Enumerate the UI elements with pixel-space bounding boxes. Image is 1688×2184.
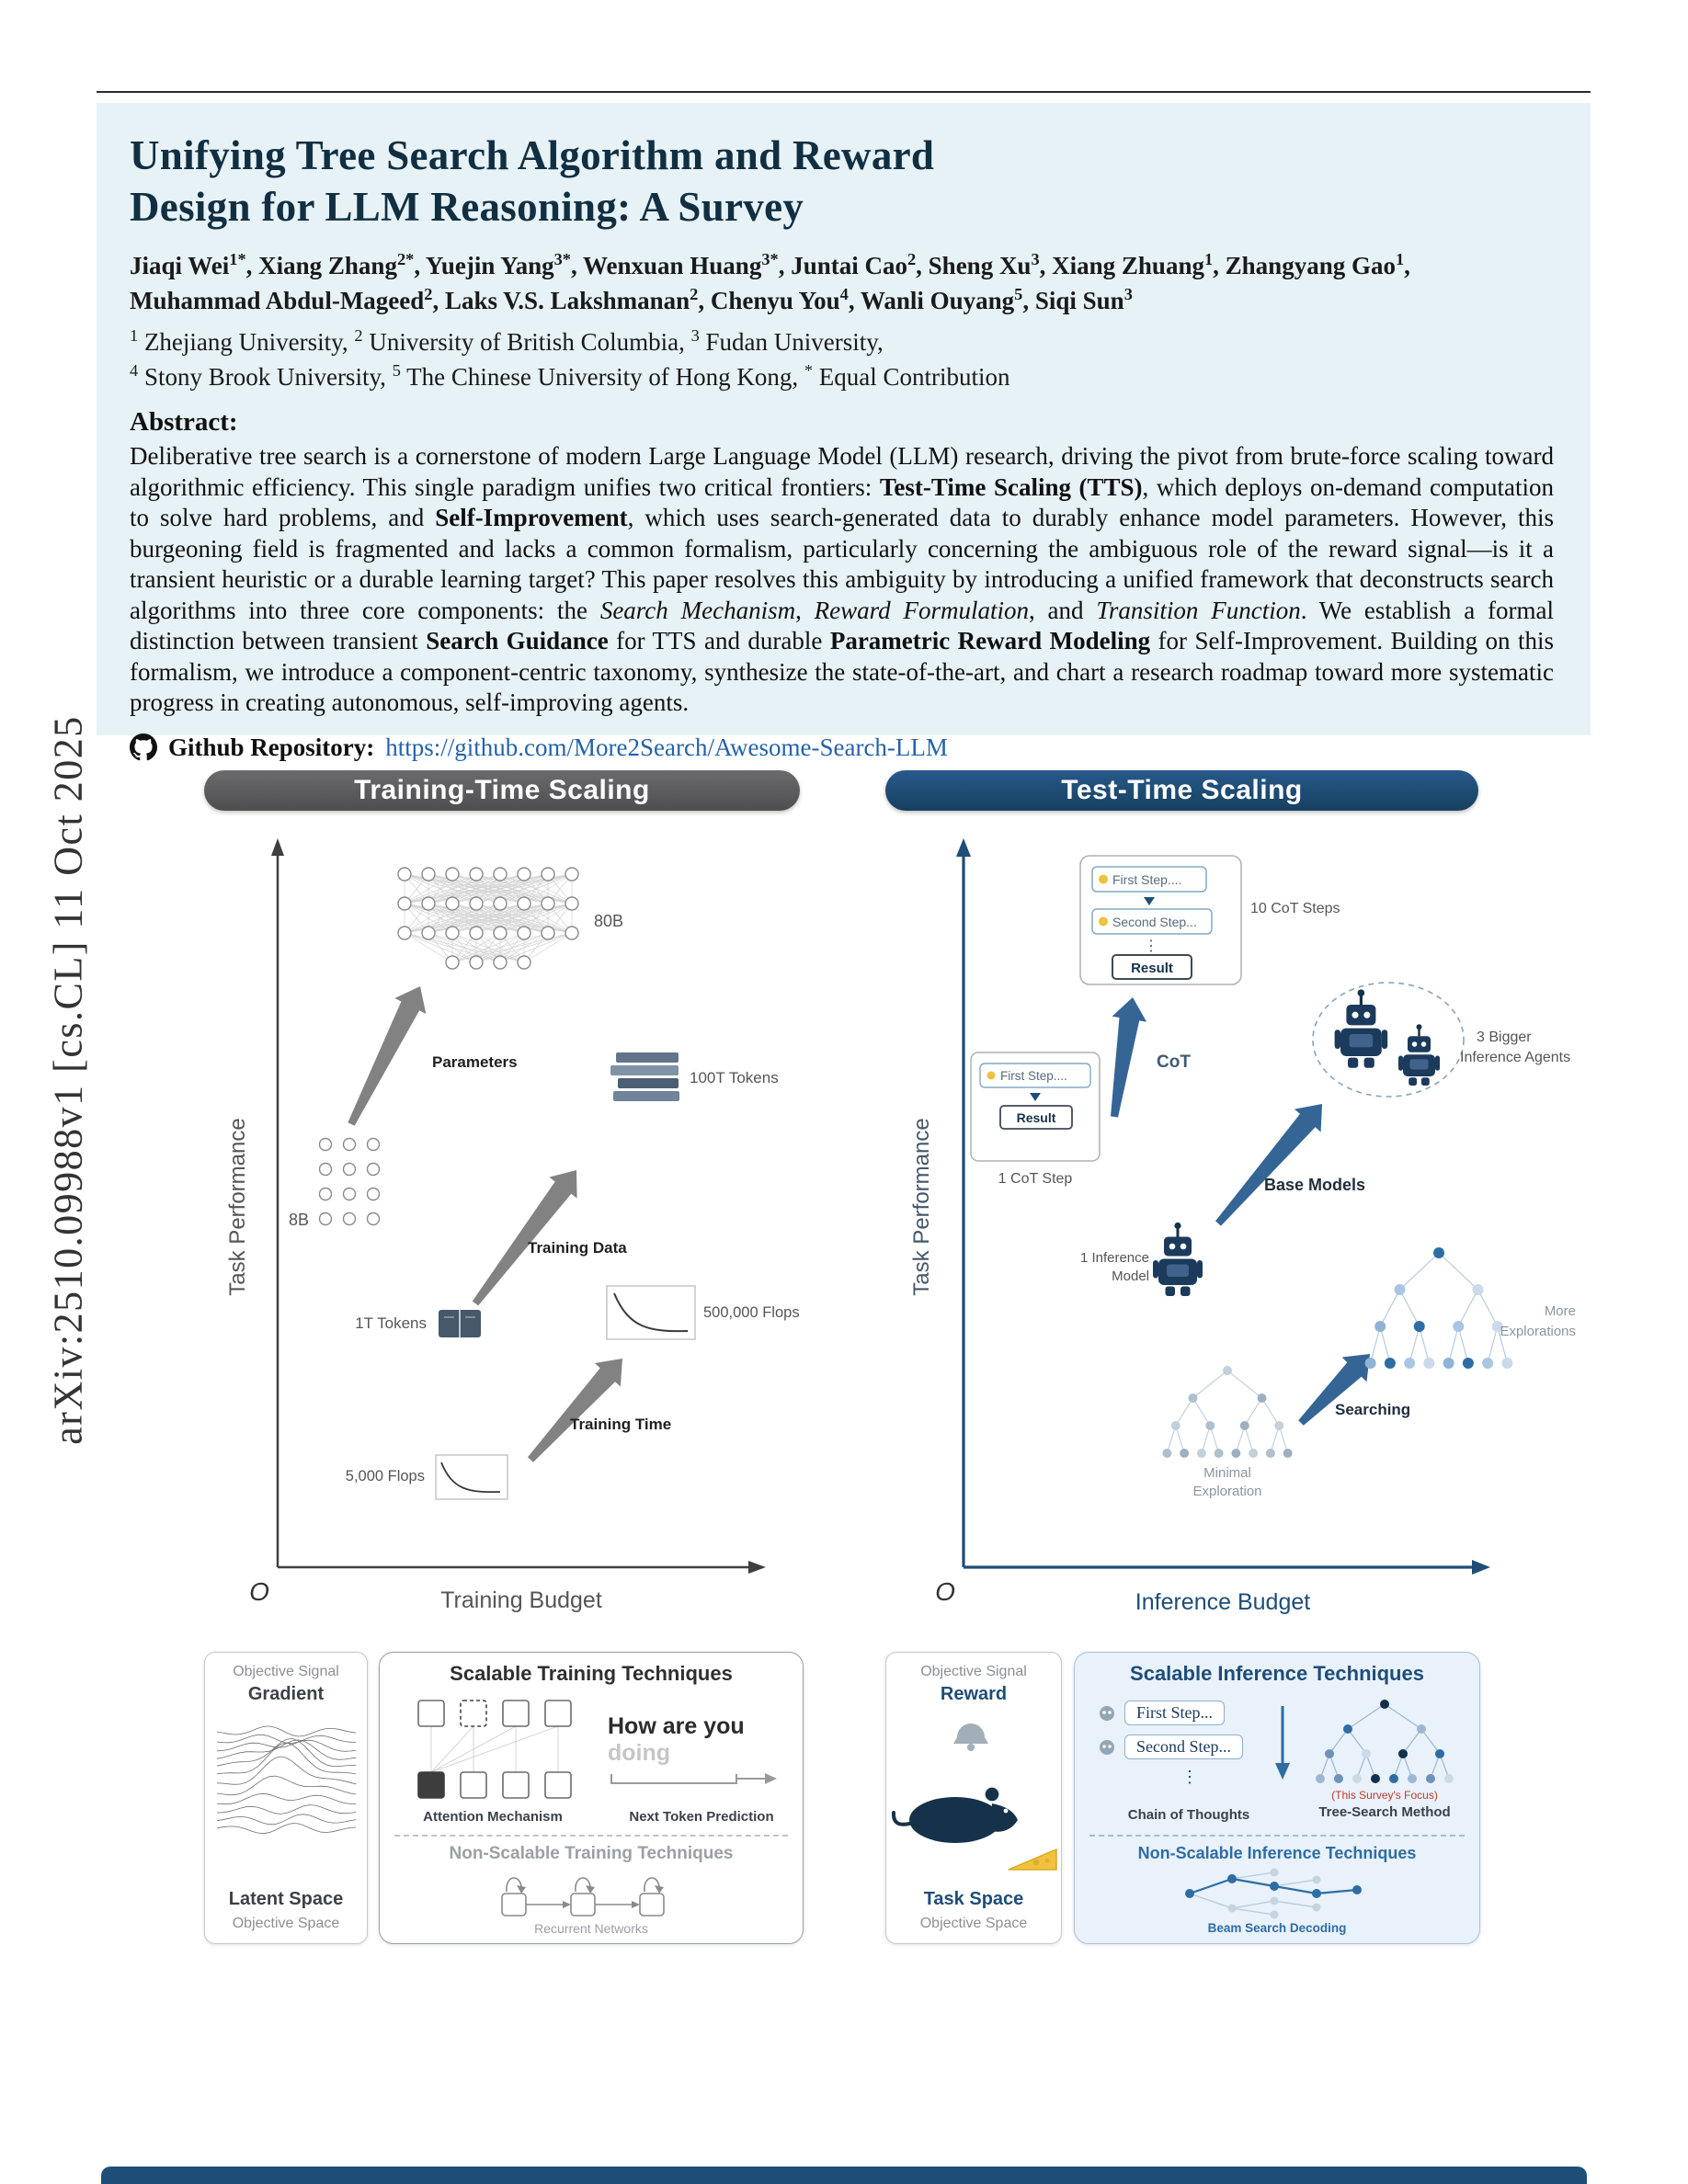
cot-step-2: Second Step...: [1124, 1735, 1243, 1759]
training-x-label: Training Budget: [440, 1587, 602, 1613]
survey-focus-note: (This Survey's Focus): [1331, 1789, 1438, 1802]
recurrent-diagram: [477, 1868, 707, 1919]
cot-down-arrow-icon: [1272, 1704, 1294, 1783]
bulb-icon: [987, 1072, 996, 1080]
label-searching: Searching: [1335, 1401, 1411, 1418]
label-training-data: Training Data: [528, 1239, 627, 1257]
label-base-models: Base Models: [1264, 1176, 1366, 1194]
label-8b: 8B: [288, 1211, 309, 1229]
author: Siqi Sun$^3$: [1034, 284, 1133, 314]
author: Wenxuan Huang$^{3*}$: [583, 249, 779, 279]
training-time-arrow: [528, 1359, 622, 1462]
ntp-dark-words: How are you: [608, 1713, 745, 1739]
book-1t-icon: [439, 1310, 481, 1337]
training-nonscalable-title: Non-Scalable Training Techniques: [449, 1844, 734, 1863]
inference-techniques-box: [1074, 1652, 1480, 1944]
one-result-label: Result: [1016, 1110, 1056, 1125]
author: Jiaqi Wei$^{1*}$: [130, 249, 246, 279]
affiliation: $^4$ Stony Brook University,: [130, 361, 386, 392]
label-more-1: More: [1544, 1303, 1576, 1319]
mouse-cheese-graphic: [889, 1712, 1060, 1873]
author: Zhangyang Gao$^1$: [1225, 249, 1405, 279]
title-line-1: Unifying Tree Search Algorithm and Reward: [130, 132, 935, 178]
task-space-label: Task Space: [923, 1889, 1024, 1909]
bell-icon: [953, 1723, 988, 1751]
author: Sheng Xu$^3$: [928, 249, 1040, 279]
label-bigger-agents-1: 3 Bigger: [1477, 1029, 1532, 1045]
top-rule: [97, 91, 1591, 93]
label-ten-cot-steps: 10 CoT Steps: [1250, 901, 1340, 916]
tree-search-method-label: Tree-Search Method: [1318, 1804, 1451, 1820]
nn-80b-icon: [398, 868, 578, 969]
cot-step-row: [1097, 1735, 1281, 1759]
affiliation: $^2$ University of British Columbia,: [354, 326, 685, 357]
chain-of-thought-diagram: [1097, 1701, 1281, 1785]
label-parameters: Parameters: [432, 1053, 518, 1071]
objective-space-label: Objective Space: [232, 1916, 340, 1931]
next-section-bar-partial: [101, 2167, 1587, 2184]
paper-title: [130, 131, 1556, 233]
arxiv-watermark: arXiv:2510.09988v1 [cs.CL] 11 Oct 2025: [45, 715, 91, 1445]
parameters-arrow: [348, 986, 426, 1126]
label-one-model-1: 1 Inference: [1079, 1250, 1149, 1266]
books-100t-icon: [610, 1052, 679, 1101]
github-label: Github Repository:: [168, 733, 375, 761]
label-training-time: Training Time: [570, 1416, 672, 1433]
label-500k-flops: 500,000 Flops: [703, 1304, 800, 1321]
cot-arrow: [1111, 997, 1146, 1118]
gradient-box: [204, 1652, 368, 1944]
second-step-bubble: Second Step...: [1112, 915, 1197, 929]
base-models-arrow: [1215, 1104, 1322, 1226]
training-techniques-box: [379, 1652, 804, 1944]
next-token-diagram: [608, 1713, 795, 1798]
label-bigger-agents-2: Inference Agents: [1460, 1050, 1571, 1065]
training-data-arrow: [473, 1170, 577, 1305]
inference-nonscalable-title: Non-Scalable Inference Techniques: [1137, 1844, 1417, 1862]
attention-label: Attention Mechanism: [423, 1809, 563, 1825]
label-cot: CoT: [1157, 1052, 1191, 1072]
label-1t-tokens: 1T Tokens: [355, 1314, 427, 1332]
label-minimal-2: Exploration: [1192, 1484, 1262, 1499]
ten-cot-cluster: [1080, 856, 1241, 984]
divider: [1089, 1835, 1465, 1837]
tree-search-diagram: [1306, 1695, 1463, 1787]
more-tree-icon: [1365, 1247, 1513, 1369]
cot-step-row: [1097, 1701, 1281, 1725]
one-first-step-bubble: First Step....: [1000, 1069, 1067, 1083]
label-one-cot-step: 1 CoT Step: [998, 1171, 1073, 1187]
agent-icon: [1097, 1737, 1117, 1757]
affiliation: $^3$ Fudan University,: [690, 326, 884, 357]
github-link[interactable]: https://github.com/More2Search/Awesome-Search-LLM: [385, 733, 948, 761]
minimal-tree-icon: [1162, 1366, 1292, 1458]
result-box-label: Result: [1131, 961, 1173, 976]
title-line-2: Design for LLM Reasoning: A Survey: [130, 183, 804, 230]
affiliation-list: [130, 324, 1556, 394]
test-x-label: Inference Budget: [1135, 1589, 1311, 1615]
recurrent-label: Recurrent Networks: [534, 1921, 648, 1936]
abstract-heading: Abstract:: [130, 407, 238, 438]
one-cot-cluster: [971, 1052, 1100, 1161]
divider: [394, 1835, 788, 1837]
gradient-label: Gradient: [247, 1684, 325, 1704]
bigger-agents-icon: [1313, 983, 1464, 1097]
reward-label: Reward: [940, 1684, 1008, 1704]
label-100t-tokens: 100T Tokens: [690, 1069, 779, 1086]
bulb-icon: [1099, 875, 1108, 884]
github-row: [130, 734, 1556, 762]
author: Chenyu You$^4$: [710, 284, 849, 314]
mouse-icon: [894, 1787, 1018, 1843]
beam-search-label: Beam Search Decoding: [1207, 1921, 1347, 1935]
training-header-label: Training-Time Scaling: [354, 775, 650, 805]
objective-space-label: Objective Space: [919, 1916, 1028, 1931]
github-icon: [130, 734, 157, 761]
training-scalable-title: Scalable Training Techniques: [450, 1662, 733, 1685]
author: Xiang Zhuang$^1$: [1052, 249, 1214, 279]
label-minimal-1: Minimal: [1203, 1465, 1251, 1481]
label-5k-flops: 5,000 Flops: [345, 1468, 425, 1484]
cot-step-1: First Step...: [1124, 1701, 1225, 1725]
author: Laks V.S. Lakshmanan$^2$: [444, 284, 699, 314]
test-chart: [883, 821, 1581, 1641]
agent-icon: [1097, 1703, 1117, 1723]
vertical-dots: ⋮: [1144, 938, 1158, 954]
training-axes: [271, 838, 766, 1574]
test-origin: O: [935, 1577, 955, 1606]
loss-curve-large-icon: [607, 1286, 695, 1339]
author-list: Jiaqi Wei$^{1*}$, Xiang Zhang$^{2*}$, Yuejin Yang$^{3*}$, Wenxuan Huang$^{3*}$, Juntai Cao$^2$, Sheng Xu$^3$, Xiang Zhuang$^1$, Zhangyang Gao$^1$, Muhammad Abdul-Mageed$^2$, Laks V.S. Lakshmanan$^2$, Chenyu You$^4$, Wanli Ouyang$^5$, Siqi Sun$^3$: [130, 249, 1410, 314]
training-y-label: Task Performance: [225, 1118, 250, 1296]
training-time-scaling-header: [204, 770, 800, 811]
vertical-dots: ⋮: [1181, 1768, 1198, 1786]
nn-8b-icon: [320, 1139, 380, 1225]
latent-space-label: Latent Space: [228, 1889, 344, 1909]
beam-search-diagram: [1177, 1868, 1379, 1919]
ntp-bracket: [608, 1770, 795, 1798]
first-step-bubble: First Step....: [1112, 872, 1182, 887]
attention-diagram: [405, 1695, 580, 1803]
test-header-label: Test-Time Scaling: [1061, 775, 1303, 805]
training-origin: O: [249, 1577, 269, 1606]
reward-box: [885, 1652, 1062, 1944]
chain-of-thoughts-label: Chain of Thoughts: [1127, 1807, 1250, 1823]
author: Yuejin Yang$^{3*}$: [425, 249, 571, 279]
author: Juntai Cao$^2$: [791, 249, 917, 279]
gradient-surface-plot: [213, 1717, 360, 1846]
training-chart: [204, 821, 800, 1641]
test-y-label: Task Performance: [909, 1118, 934, 1296]
author: Muhammad Abdul-Mageed$^2$: [130, 284, 433, 314]
cheese-icon: [1009, 1849, 1056, 1870]
test-time-scaling-header: [885, 770, 1478, 811]
author: Wanli Ouyang$^5$: [860, 284, 1023, 314]
affiliation: * Equal Contribution: [804, 361, 1010, 392]
affiliation: $^5$ The Chinese University of Hong Kong,: [392, 361, 799, 392]
objective-signal-label: Objective Signal: [920, 1664, 1027, 1679]
label-80b: 80B: [594, 912, 624, 930]
one-model-icon: [1153, 1223, 1203, 1296]
label-one-model-2: Model: [1112, 1268, 1149, 1284]
loss-curve-small-icon: [436, 1455, 508, 1499]
inference-scalable-title: Scalable Inference Techniques: [1130, 1662, 1424, 1685]
bulb-icon: [1099, 917, 1108, 927]
label-more-2: Explorations: [1500, 1324, 1576, 1339]
abstract-text: Deliberative tree search is a cornerstone of modern Large Language Model (LLM) research, driving the pivot from brute-force scaling toward algorithmic efficiency. This single paradigm unifies two critical frontiers: Test-Time Scaling (TTS), which deploys on-demand computation to solve hard problems, and Self-Improvement, which uses search-generated data to durably enhance model parameters. However, this burgeoning field is fragmented and lacks a common formalism, particularly concerning the ambiguous role of the reward signal—is it a transient heuristic or a durable learning target? This paper resolves this ambiguity by introducing a unified framework that deconstructs search algorithms into three core components: the Search Mechanism, Reward Formulation, and Transition Function. We establish a formal distinction between transient Search Guidance for TTS and durable Parametric Reward Modeling for Self-Improvement. Building on this formalism, we introduce a component-centric taxonomy, synthesize the state-of-the-art, and chart a research roadmap toward more systematic progress in creating autonomous, self-improving agents.: [130, 442, 1555, 717]
objective-signal-label: Objective Signal: [233, 1664, 339, 1679]
next-token-label: Next Token Prediction: [629, 1809, 774, 1825]
author: Xiang Zhang$^{2*}$: [258, 249, 415, 279]
ntp-gray-word: doing: [608, 1740, 671, 1766]
paper-header-box: [97, 103, 1591, 761]
affiliation: $^1$ Zhejiang University,: [130, 326, 348, 357]
